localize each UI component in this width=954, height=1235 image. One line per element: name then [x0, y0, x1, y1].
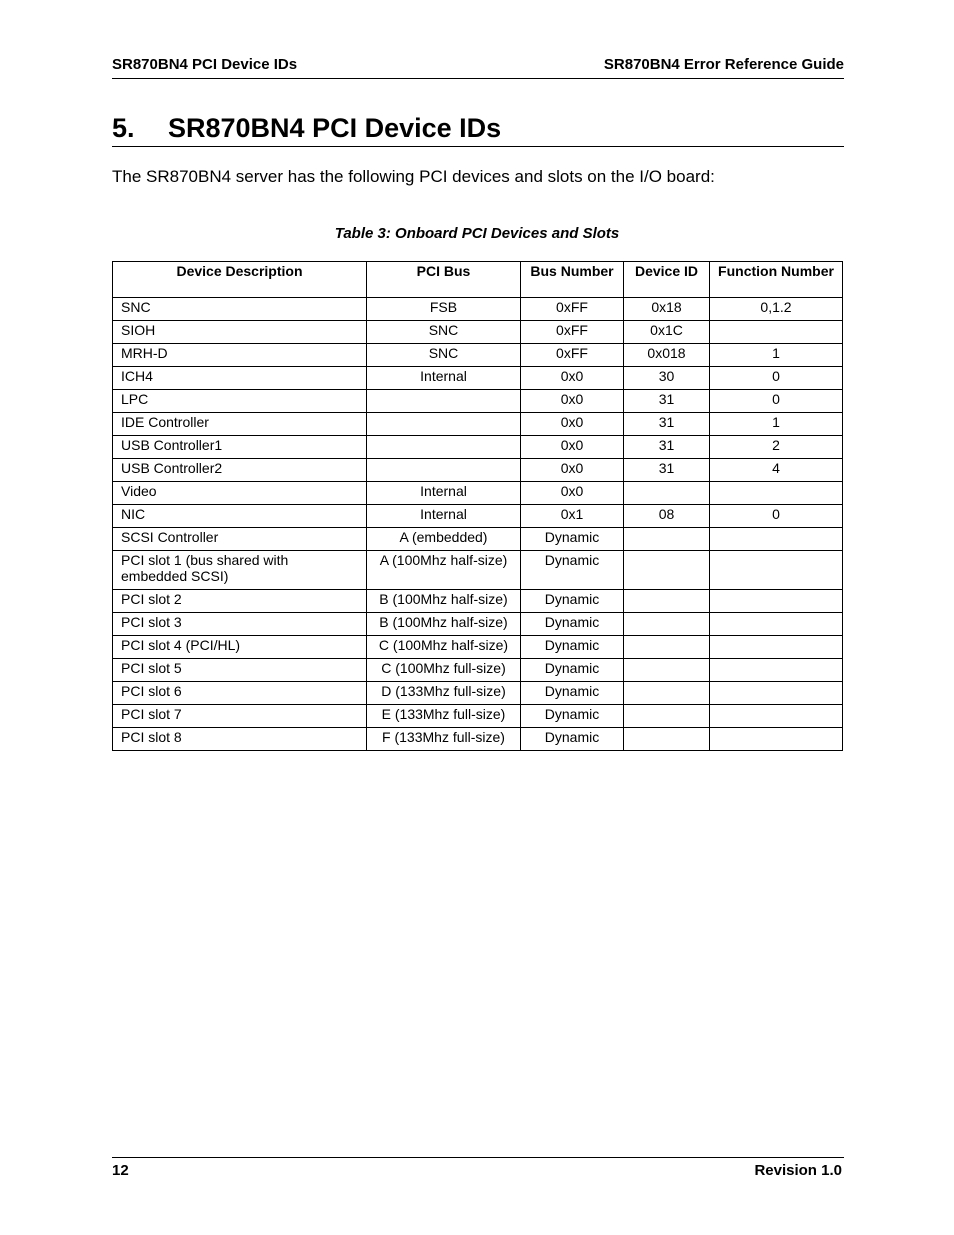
- table-row: [113, 459, 843, 482]
- table-cell: 0x0: [521, 436, 624, 459]
- table-cell: [624, 590, 710, 613]
- page-header: [112, 56, 844, 79]
- table-cell: A (100Mhz half-size): [367, 551, 521, 590]
- table-cell: [624, 482, 710, 505]
- table-row: [113, 613, 843, 636]
- table-cell: Dynamic: [521, 590, 624, 613]
- page-number: 12: [112, 1162, 129, 1179]
- table-cell: MRH-D: [113, 344, 367, 367]
- table-cell: 0: [710, 367, 843, 390]
- header-right-title: SR870BN4 Error Reference Guide: [603, 56, 844, 73]
- table-cell: C (100Mhz half-size): [367, 636, 521, 659]
- table-cell: 1: [710, 413, 843, 436]
- table-cell: SNC: [113, 298, 367, 321]
- table-caption: Table 3: Onboard PCI Devices and Slots: [334, 225, 620, 242]
- table-cell: Dynamic: [521, 613, 624, 636]
- table-cell: Internal: [367, 505, 521, 528]
- table-cell: [710, 728, 843, 751]
- table-cell: [710, 482, 843, 505]
- section-number: 5.: [112, 113, 135, 143]
- table-cell: [624, 705, 710, 728]
- table-cell: [710, 705, 843, 728]
- table-cell: E (133Mhz full-size): [367, 705, 521, 728]
- table-cell: C (100Mhz full-size): [367, 659, 521, 682]
- table-row: [113, 528, 843, 551]
- column-header: Device Description: [113, 262, 367, 298]
- page-footer: [112, 1157, 844, 1182]
- table-cell: [624, 728, 710, 751]
- table-cell: SCSI Controller: [113, 528, 367, 551]
- section-title: SR870BN4 PCI Device IDs: [168, 113, 502, 143]
- table-cell: Dynamic: [521, 528, 624, 551]
- table-row: [113, 344, 843, 367]
- table-cell: B (100Mhz half-size): [367, 613, 521, 636]
- table-cell: PCI slot 3: [113, 613, 367, 636]
- intro-paragraph: The SR870BN4 server has the following PCI devices and slots on the I/O board:: [112, 167, 715, 186]
- column-header: Device ID: [624, 262, 710, 298]
- table-cell: PCI slot 8: [113, 728, 367, 751]
- table-cell: PCI slot 5: [113, 659, 367, 682]
- table-row: [113, 590, 843, 613]
- table-cell: 0: [710, 390, 843, 413]
- table-cell: [624, 528, 710, 551]
- table-cell: SNC: [367, 344, 521, 367]
- table-cell: SNC: [367, 321, 521, 344]
- table-row: [113, 482, 843, 505]
- table-cell: F (133Mhz full-size): [367, 728, 521, 751]
- column-header: Function Number: [710, 262, 843, 298]
- table-cell: PCI slot 1 (bus shared with embedded SCSI): [113, 551, 367, 590]
- table-row: [113, 413, 843, 436]
- table-cell: 0x0: [521, 367, 624, 390]
- table-cell: [624, 636, 710, 659]
- table-cell: NIC: [113, 505, 367, 528]
- table-cell: [710, 528, 843, 551]
- table-cell: 30: [624, 367, 710, 390]
- table-row: [113, 636, 843, 659]
- table-row: [113, 705, 843, 728]
- table-cell: [710, 613, 843, 636]
- table-cell: 0x0: [521, 482, 624, 505]
- table-row: [113, 659, 843, 682]
- table-cell: B (100Mhz half-size): [367, 590, 521, 613]
- table-cell: [710, 590, 843, 613]
- table-cell: Internal: [367, 482, 521, 505]
- table-cell: PCI slot 2: [113, 590, 367, 613]
- table-header-row: [113, 262, 843, 298]
- table-row: [113, 728, 843, 751]
- table-row: [113, 436, 843, 459]
- column-header: PCI Bus: [367, 262, 521, 298]
- table-row: [113, 367, 843, 390]
- table-cell: 0x18: [624, 298, 710, 321]
- table-cell: 0x0: [521, 390, 624, 413]
- table-cell: 31: [624, 413, 710, 436]
- table-cell: 0x1C: [624, 321, 710, 344]
- column-header: Bus Number: [521, 262, 624, 298]
- table-cell: [624, 682, 710, 705]
- table-cell: Internal: [367, 367, 521, 390]
- table-cell: [710, 551, 843, 590]
- section-heading: [112, 113, 844, 147]
- table-cell: Dynamic: [521, 682, 624, 705]
- table-cell: [710, 636, 843, 659]
- table-cell: Dynamic: [521, 705, 624, 728]
- table-cell: 0,1.2: [710, 298, 843, 321]
- header-left-title: SR870BN4 PCI Device IDs: [112, 56, 298, 73]
- table-cell: Dynamic: [521, 728, 624, 751]
- table-row: [113, 682, 843, 705]
- table-cell: USB Controller1: [113, 436, 367, 459]
- table-cell: 0xFF: [521, 298, 624, 321]
- table-row: [113, 390, 843, 413]
- table-cell: [710, 321, 843, 344]
- table-cell: [710, 659, 843, 682]
- table-cell: FSB: [367, 298, 521, 321]
- table-cell: PCI slot 6: [113, 682, 367, 705]
- table-cell: LPC: [113, 390, 367, 413]
- table-cell: 1: [710, 344, 843, 367]
- pci-devices-table: [112, 261, 843, 751]
- table-cell: 31: [624, 459, 710, 482]
- table-cell: 0x0: [521, 413, 624, 436]
- table-cell: 31: [624, 436, 710, 459]
- table-cell: [367, 390, 521, 413]
- table-cell: Video: [113, 482, 367, 505]
- table-cell: D (133Mhz full-size): [367, 682, 521, 705]
- table-cell: IDE Controller: [113, 413, 367, 436]
- table-cell: [624, 659, 710, 682]
- table-cell: [624, 613, 710, 636]
- table-cell: [367, 413, 521, 436]
- table-cell: [624, 551, 710, 590]
- table-cell: USB Controller2: [113, 459, 367, 482]
- table-body: [113, 298, 843, 751]
- table-row: [113, 298, 843, 321]
- table-cell: A (embedded): [367, 528, 521, 551]
- table-cell: SIOH: [113, 321, 367, 344]
- table-cell: Dynamic: [521, 551, 624, 590]
- table-cell: 0x0: [521, 459, 624, 482]
- table-cell: Dynamic: [521, 636, 624, 659]
- table-cell: [367, 459, 521, 482]
- table-cell: 31: [624, 390, 710, 413]
- table-cell: 0x1: [521, 505, 624, 528]
- table-row: [113, 321, 843, 344]
- table-cell: PCI slot 7: [113, 705, 367, 728]
- table-cell: Dynamic: [521, 659, 624, 682]
- table-cell: 0xFF: [521, 321, 624, 344]
- table-cell: ICH4: [113, 367, 367, 390]
- table-cell: 2: [710, 436, 843, 459]
- table-cell: [367, 436, 521, 459]
- table-row: [113, 505, 843, 528]
- table-cell: 0xFF: [521, 344, 624, 367]
- table-cell: 0x018: [624, 344, 710, 367]
- table-cell: PCI slot 4 (PCI/HL): [113, 636, 367, 659]
- table-cell: 4: [710, 459, 843, 482]
- table-cell: [710, 682, 843, 705]
- revision-label: Revision 1.0: [754, 1162, 842, 1179]
- table-row: [113, 551, 843, 590]
- table-cell: 0: [710, 505, 843, 528]
- table-cell: 08: [624, 505, 710, 528]
